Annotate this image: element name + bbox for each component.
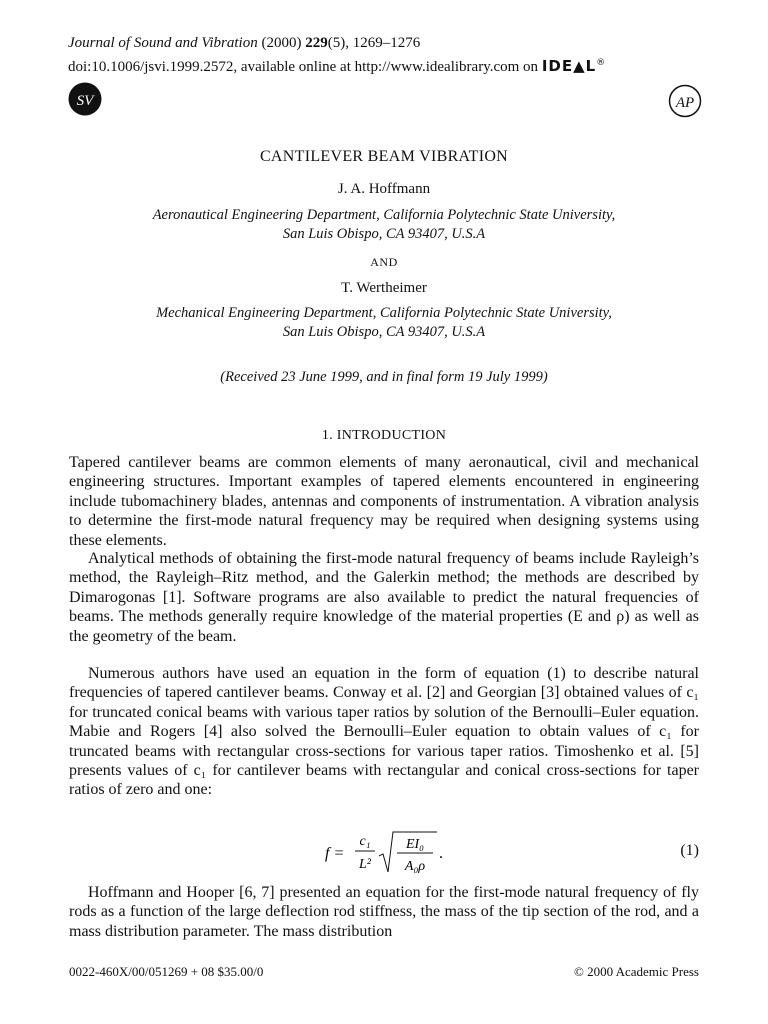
journal-name: Journal of Sound and Vibration [68, 35, 258, 51]
equation-number: (1) [680, 842, 699, 859]
sv-logo-icon [68, 82, 102, 116]
equation-1 [0, 826, 768, 876]
author-1-affiliation: Aeronautical Engineering Department, California Polytechnic State University, San Luis Obispo, CA 93407, U.S.A [152, 207, 616, 242]
author-1-name: J. A. Hoffmann [337, 181, 431, 197]
doi-text: doi:10.1006/jsvi.1999.2572, available online at http://www.idealibrary.com on [68, 59, 539, 75]
journal-year: (2000) [261, 35, 302, 51]
eq-lhs: f = [325, 845, 345, 862]
equation-formula [325, 828, 455, 876]
and-separator: AND [370, 255, 398, 269]
eq-root-denominator: A₀ρ [404, 859, 426, 874]
svg-text:AP: AP [675, 95, 695, 111]
paragraph-1: Tapered cantilever beams are common elements of many aeronautical, civil and mechanical engineering structures. Important examples of tapered elements encountered in engineering include tubomachinery blades, antennas and components of instrumentation. A vibration analysis to determine the first-mode natural frequency may be required when designing systems using these elements. [69, 454, 699, 549]
doi-line [68, 53, 606, 77]
eq-denominator: L² [359, 857, 371, 872]
footer-code: 0022-460X/00/051269 + 08 $35.00/0 [69, 964, 264, 979]
author-2-affiliation: Mechanical Engineering Department, California Polytechnic State University, San Luis Obispo, CA 93407, U.S.A [156, 305, 612, 340]
eq-numerator: c₁ [359, 834, 371, 849]
author-2-name: T. Wertheimer [341, 280, 427, 296]
paragraph-4: Hoffmann and Hooper [6, 7] presented an equation for the first-mode natural frequency of fly rods as a function of the large deflection rod stiffness, the mass of the tip section of the rod, and a mass distribution parameter. The mass distribution [69, 884, 699, 940]
footer-copyright: © 2000 Academic Press [573, 964, 699, 979]
paragraph-3: Numerous authors have used an equation in the form of equation (1) to describe natural frequencies of tapered cantilever beams. Conway et al. [2] and Georgian [3] obtained values of c₁ for truncated conical beams with various taper ratios by solution of the Bernoulli–Euler equation. Mabie and Rogers [4] also solved the Bernoulli–Euler equation to obtain values of c₁ for truncated beams with rectangular cross-sections for various taper ratios. Timoshenko et al. [5] presents values of c₁ for cantilever beams with rectangular and conical cross-sections for taper ratios of zero and one: [69, 665, 699, 799]
section-heading: 1. INTRODUCTION [321, 428, 447, 443]
journal-volume: 229 [305, 35, 328, 51]
ideal-logo: IDE▲L® [541, 57, 607, 75]
paper-title: CANTILEVER BEAM VIBRATION [259, 148, 509, 165]
eq-root-numerator: EI₀ [405, 837, 425, 852]
received-dates: (Received 23 June 1999, and in final form 19 July 1999) [220, 369, 548, 385]
ap-logo-icon [668, 84, 702, 118]
citation-line [68, 33, 606, 53]
eq-trail: . [439, 845, 443, 862]
journal-issue-pages: (5), 1269–1276 [327, 35, 421, 51]
journal-header [68, 33, 606, 77]
svg-text:SV: SV [76, 93, 94, 109]
paragraph-2: Analytical methods of obtaining the first-mode natural frequency of beams include Rayleigh’s method, the Rayleigh–Ritz method, and the Galerkin method; the methods are described by Dimarogonas [1]. Software programs are also available to predict the natural frequencies of beams. The methods generally require knowledge of the material properties (E and ρ) as well as the geometry of the beam. [69, 550, 699, 645]
